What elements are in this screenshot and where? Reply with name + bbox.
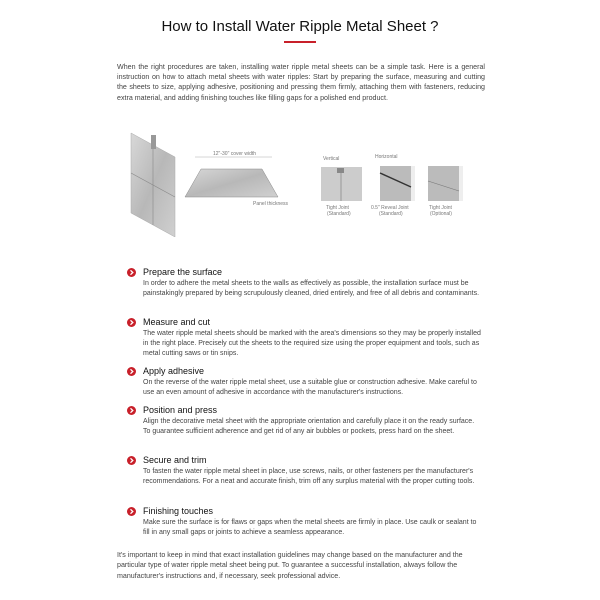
- step-text: On the reverse of the water ripple metal sheet, use a suitable glue or construction adhesive. Make careful to use an even amount of adhesive in accordance with the manufacturer's instructions.: [143, 379, 477, 396]
- joint-horizontal-tight: [428, 166, 463, 217]
- svg-text:Horizontal: Horizontal: [375, 154, 398, 160]
- step-text: Make sure the surface is for flaws or gaps when the metal sheets are firmly in place. Use caulk or sealant to fill in any small gaps or joints to achieve a seamless appearance.: [143, 519, 477, 536]
- step-prepare-surface: [127, 267, 482, 299]
- wall-panels-illustration: [131, 133, 175, 237]
- step-finishing-touches: [127, 506, 482, 538]
- step-title: Measure and cut: [143, 317, 211, 327]
- step-position-press: [127, 405, 482, 437]
- step-text: The water ripple metal sheets should be marked with the area's dimensions so they may be properly installed in the right place. Precisely cut the sheets to the required size using the proper equipment and tools, such as metal cutting saws or tin snips.: [143, 330, 481, 357]
- svg-text:Tight Joint: Tight Joint: [429, 205, 452, 211]
- svg-text:Panel thickness: Panel thickness: [253, 201, 289, 207]
- joint-vertical-tight: [321, 167, 362, 217]
- step-title: Secure and trim: [143, 455, 207, 465]
- page-title: How to Install Water Ripple Metal Sheet ?: [161, 18, 439, 35]
- step-title: Finishing touches: [143, 506, 214, 516]
- chevron-right-icon: [127, 507, 136, 516]
- chevron-right-icon: [127, 456, 136, 465]
- panel-profile-illustration: [185, 151, 289, 207]
- step-measure-cut: [127, 317, 482, 359]
- chevron-right-icon: [127, 367, 136, 376]
- step-text: To fasten the water ripple metal sheet in place, use screws, nails, or other fasteners per the manufacturer's recommendations. For a neat and accurate finish, trim off any surplus material with the proper cutting tools.: [143, 468, 475, 485]
- step-text: Align the decorative metal sheet with the appropriate orientation and carefully place it on the ready surface. To guarantee sufficient adherence and get rid of any air bubbles or pockets, press hard on the sheet.: [143, 418, 475, 435]
- svg-text:(Optional): (Optional): [430, 211, 452, 217]
- step-title: Prepare the surface: [143, 267, 223, 277]
- svg-text:Vertical: Vertical: [323, 156, 340, 162]
- svg-text:Tight Joint: Tight Joint: [326, 205, 349, 211]
- svg-text:(Standard): (Standard): [379, 211, 403, 217]
- step-apply-adhesive: [127, 366, 482, 398]
- chevron-right-icon: [127, 318, 136, 327]
- closing-paragraph: It's important to keep in mind that exact installation guidelines may change based on the manufacturer and the particular type of water ripple metal sheet being put. To guarantee a successful installation, always follow the manufacturer's instructions and, if necessary, seek professional advice.: [117, 551, 463, 580]
- chevron-right-icon: [127, 406, 136, 415]
- step-title: Position and press: [143, 405, 218, 415]
- intro-paragraph: When the right procedures are taken, installing water ripple metal sheets can be a simple task. Here is a general instruction on how to attach metal sheets with water ripples: Start by preparing the surface, measuring and cutting the sheets to size, applying adhesive, positioning and pressing them firmly, attaching them with fasteners, reducing extra material, and adding finishing touches like filling gaps for a polished end product.: [117, 63, 485, 102]
- installation-diagram: [115, 125, 490, 237]
- svg-text:0.5" Reveal Joint: 0.5" Reveal Joint: [371, 205, 409, 211]
- title-underline: [284, 41, 316, 43]
- step-secure-trim: [127, 455, 482, 487]
- svg-text:12"-30" cover width: 12"-30" cover width: [213, 151, 257, 157]
- joint-horizontal-reveal: [371, 166, 415, 217]
- chevron-right-icon: [127, 268, 136, 277]
- svg-text:(Standard): (Standard): [327, 211, 351, 217]
- step-title: Apply adhesive: [143, 366, 205, 376]
- step-text: In order to adhere the metal sheets to the walls as effectively as possible, the installation surface must be painstakingly prepared by being scrupulously cleaned, dried entirely, and free of all debris and contaminants.: [143, 280, 480, 297]
